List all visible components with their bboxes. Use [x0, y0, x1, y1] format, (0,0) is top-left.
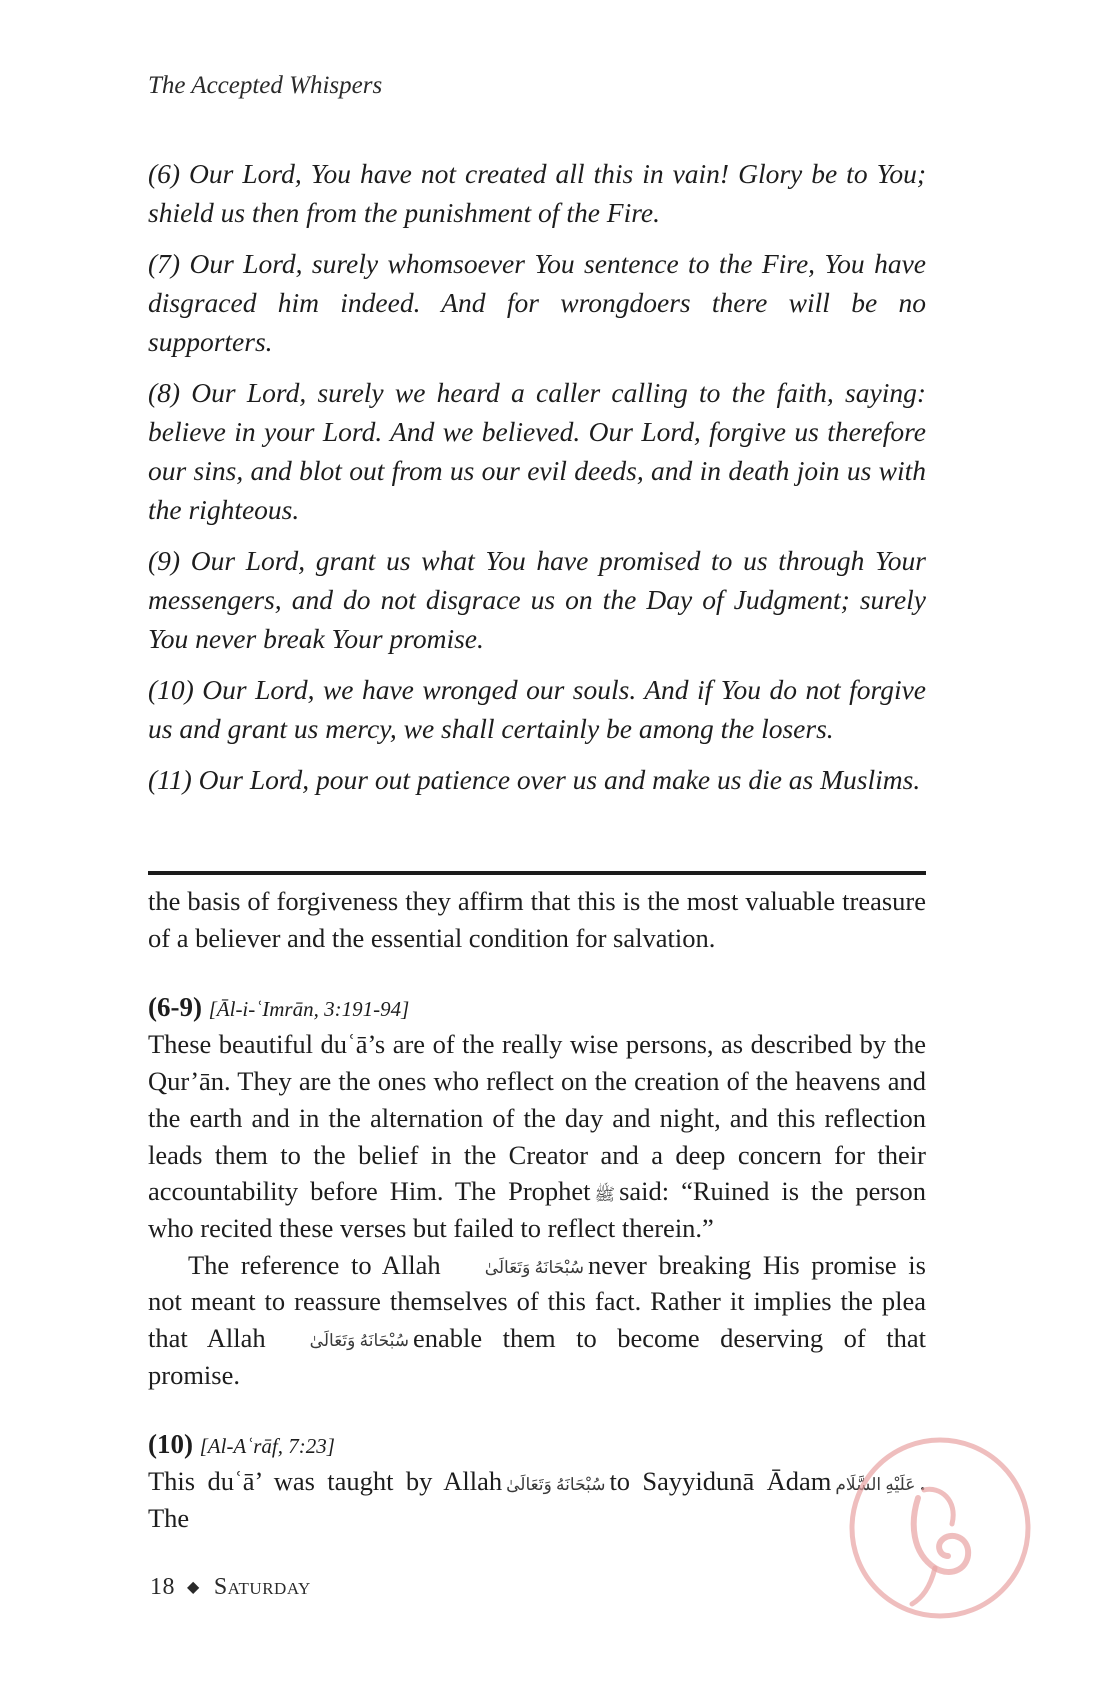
section-divider [148, 871, 926, 875]
paragraph-text: . The [148, 1466, 927, 1534]
quill-watermark-icon [840, 1428, 1040, 1628]
day-label: Saturday [213, 1574, 311, 1600]
allah-honorific-icon: سُبْحَانَهُ وَتَعَالَىٰ [484, 1258, 584, 1278]
page-number: 18 [150, 1574, 175, 1600]
verse-9: (9) Our Lord, grant us what You have promised to us through Your messengers, and do not disgrace us on the Day of Judgment; surely You never break Your promise. [148, 545, 926, 654]
prophet-honorific-icon: ﷺ [594, 1184, 616, 1204]
commentary [148, 883, 926, 1537]
reference-citation: [Āl-i-ʿImrān, 3:191-94] [208, 997, 410, 1022]
running-head: The Accepted Whispers [148, 72, 383, 99]
verse-11: (11) Our Lord, pour out patience over us and make us die as Muslims. [148, 764, 921, 795]
adam-honorific-icon: عَلَيْهِ السَّلَام [835, 1474, 916, 1494]
paragraph-text: enable them to become deserving of that promise. [148, 1323, 927, 1390]
verse-7: (7) Our Lord, surely whomsoever You sentence to the Fire, You have disgraced him indeed. And for wrongdoers there will be no supporters. [148, 248, 926, 357]
paragraph-text: The reference to Allah [188, 1249, 441, 1280]
commentary-continuation: the basis of forgiveness they affirm that this is the most valuable treasure of a believer and the essential condition for salvation. [148, 886, 926, 953]
paragraph-text: These beautiful duʿā’s are of the really wise persons, as described by the Qur’ān. They are the ones who reflect on the creation of the heavens and the earth and in the alternation of the day and night, and this reflection leads them to the belief in the Creator and a deep concern for their accountability before Him. The Prophet [148, 1029, 926, 1207]
paragraph-text: This duʿā’ was taught by Allah [148, 1466, 503, 1497]
paragraph-text: said: “Ruined is the person who recited these verses but failed to reflect therein.” [148, 1176, 926, 1243]
verse-8: (8) Our Lord, surely we heard a caller calling to the faith, saying: believe in your Lord. And we believed. Our Lord, forgive us therefore our sins, and blot out from us our evil deeds, and in death join us with the righteous. [148, 377, 926, 525]
verse-6: (6) Our Lord, You have not created all this in vain! Glory be to You; shield us then from the punishment of the Fire. [148, 158, 926, 228]
diamond-icon: ◆ [187, 1579, 200, 1597]
commentary-paragraph [148, 1026, 926, 1246]
reference-number: (6-9) [148, 992, 202, 1023]
verse-list [148, 154, 926, 799]
reference-heading-10 [148, 1427, 926, 1463]
reference-heading-6-9 [148, 990, 926, 1026]
allah-honorific-icon: سُبْحَانَهُ وَتَعَالَىٰ [506, 1474, 606, 1494]
paragraph-text: never breaking His promise is not meant to reassure themselves of this fact. Rather it implies the plea that Allah [148, 1249, 926, 1354]
page-footer [150, 1572, 311, 1603]
commentary-paragraph [148, 1247, 926, 1394]
page-body [148, 70, 926, 1537]
reference-number: (10) [148, 1429, 193, 1460]
paragraph-text: to Sayyidunā Ādam [609, 1466, 832, 1497]
allah-honorific-icon: سُبْحَانَهُ وَتَعَالَىٰ [309, 1331, 409, 1351]
commentary-paragraph [148, 1463, 926, 1536]
verse-10: (10) Our Lord, we have wronged our souls. And if You do not forgive us and grant us mercy, we shall certainly be among the losers. [148, 674, 926, 744]
reference-citation: [Al-Aʿrāf, 7:23] [199, 1434, 335, 1459]
